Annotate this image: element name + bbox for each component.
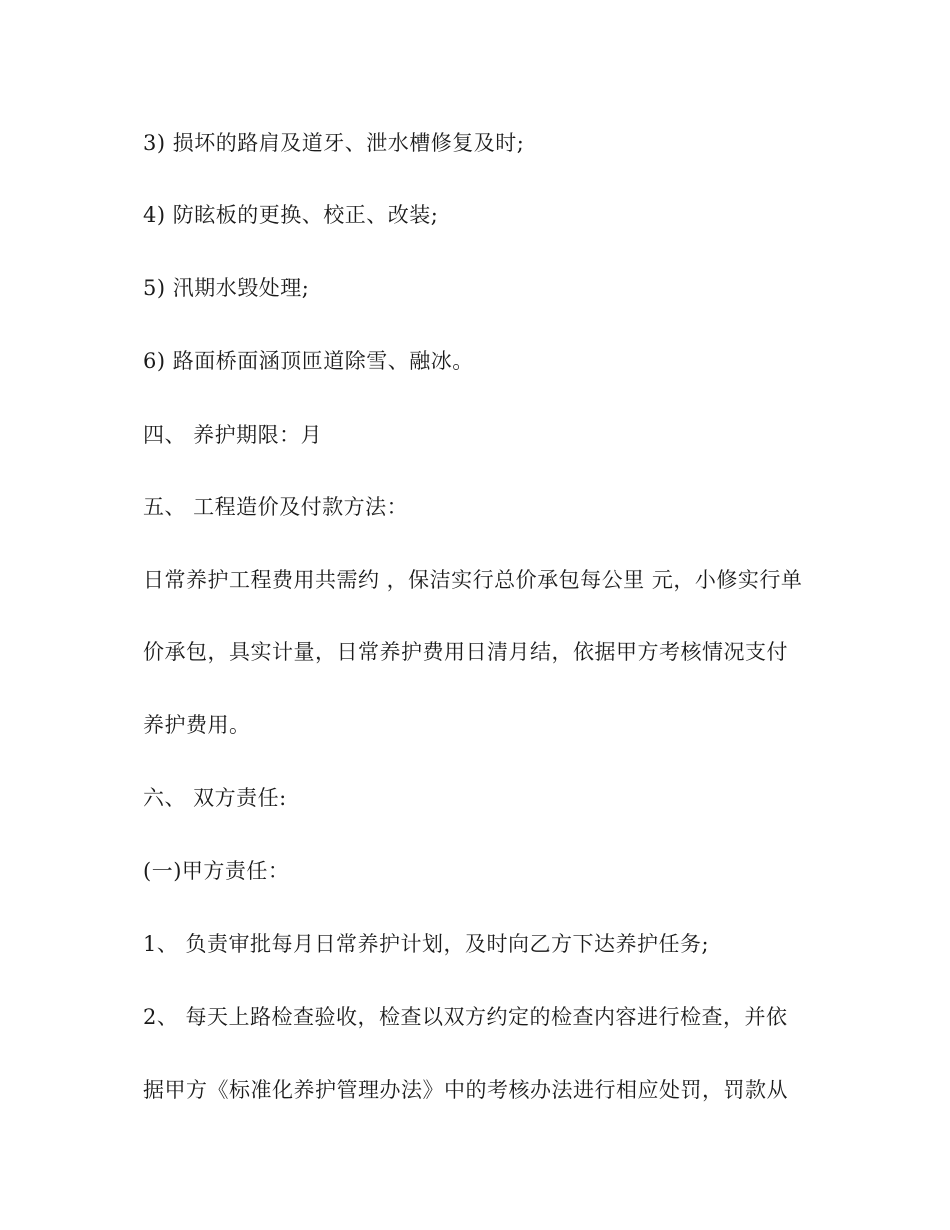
section-heading-6: 六、 双方责任: [143,786,287,810]
text-line-item-4: 4) 防眩板的更换、校正、改装; [143,203,439,227]
section-heading-4: 四、 养护期限：月 [143,423,323,447]
text-line-item-3: 3) 损坏的路肩及道牙、泄水槽修复及时; [143,131,525,155]
paragraph-line-2: 价承包，具实计量，日常养护费用日清月结，依据甲方考核情况支付 [143,640,788,664]
paragraph-line-3: 养护费用。 [143,713,251,737]
subsection-heading-party-a: (一)甲方责任： [143,859,290,883]
text-line-duty-2-cont: 据甲方《标准化养护管理办法》中的考核办法进行相应处罚，罚款从 [143,1078,788,1102]
text-line-duty-1: 1、 负责审批每月日常养护计划，及时向乙方下达养护任务; [143,932,710,956]
text-line-item-6: 6) 路面桥面涵顶匝道除雪、融冰。 [143,349,474,373]
section-heading-5: 五、 工程造价及付款方法： [143,495,409,519]
text-line-duty-2: 2、 每天上路检查验收，检查以双方约定的检查内容进行检查，并依 [143,1005,788,1029]
paragraph-line-1: 日常养护工程费用共需约 ，保洁实行总价承包每公里 元，小修实行单 [143,568,803,592]
text-line-item-5: 5) 汛期水毁处理; [143,276,310,300]
